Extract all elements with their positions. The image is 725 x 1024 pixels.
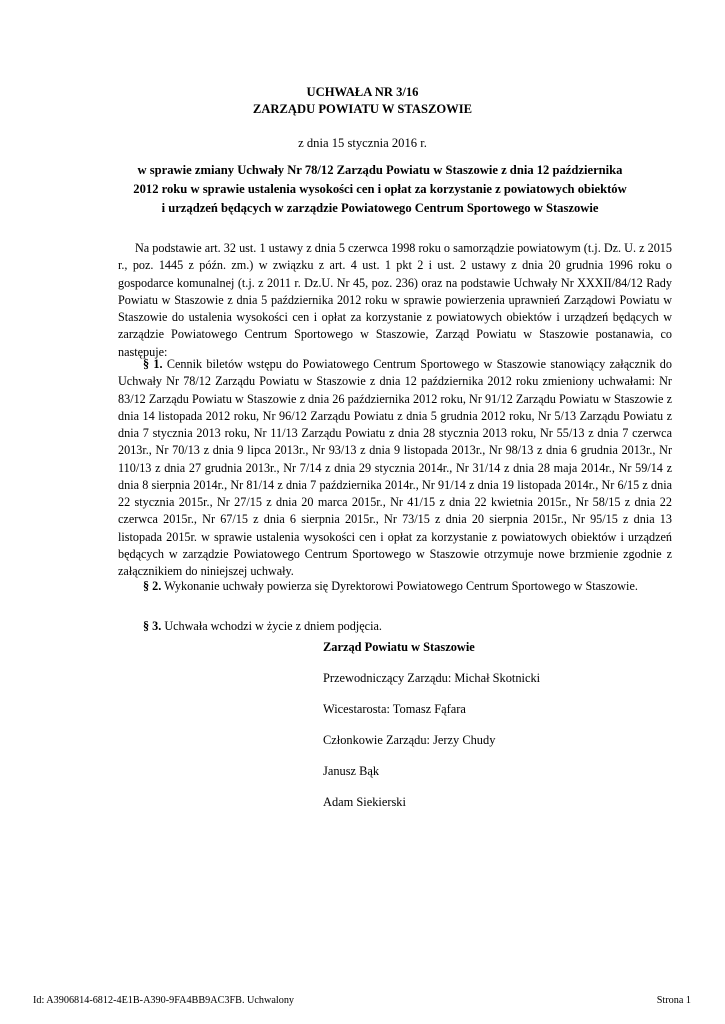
section-1-label: § 1. [143,357,163,371]
signature-chair: Przewodniczący Zarządu: Michał Skotnicki [323,671,541,685]
section-2-paragraph [118,578,672,595]
signature-vice: Wicestarosta: Tomasz Fąfara [323,702,466,716]
signature-board: Zarząd Powiatu w Staszowie [323,640,475,654]
signature-member: Członkowie Zarządu: Jerzy Chudy [323,733,496,747]
section-1-text: Cennik biletów wstępu do Powiatowego Centrum Sportowego w Staszowie stanowiący załącznik do Uchwały Nr 78/12 Zarządu Powiatu w Staszowie z dnia 12 października 2012 roku zmieniony uchwałami: Nr 83/12 Zarządu Powiatu w Staszowie z dnia 26 października 2012 roku, Nr 91/12 Zarządu Powiatu w Staszowie z dnia 14 listopada 2012 roku, Nr 96/12 Zarządu Powiatu z dnia 5 grudnia 2012 roku, Nr 5/13 Zarządu Powiatu z dnia 7 stycznia 2013 roku, Nr 11/13 Zarządu Powiatu z dnia 28 stycznia 2013 roku, Nr 55/13 z dnia 7 czerwca 2013r., Nr 70/13 z dnia 9 lipca 2013r., Nr 93/13 z dnia 9 listopada 2013r., Nr 98/13 z dnia 6 grudnia 2013r., Nr 110/13 z dnia 27 grudnia 2013r., Nr 7/14 z dnia 29 stycznia 2014r., Nr 31/14 z dnia 28 maja 2014r., Nr 59/14 z dnia 8 sierpnia 2014r., Nr 81/14 z dnia 7 października 2014r., Nr 91/14 z dnia 19 listopada 2014r., Nr 6/15 z dnia 22 stycznia 2015r., Nr 27/15 z dnia 20 marca 2015r., Nr 41/15 z dnia 22 kwietnia 2015r., Nr 58/15 z dnia 22 czerwca 2015r., Nr 67/15 z dnia 6 sierpnia 2015r., Nr 73/15 z dnia 20 sierpnia 2015r., Nr 95/15 z dnia 13 listopada 2015r. w sprawie ustalenia wysokości cen i opłat za korzystanie z powiatowych obiektów i urządzeń będących w zarządzie Powiatowego Centrum Sportowego w Staszowie otrzymuje nowe brzmienie zgodnie z załącznikiem do niniejszej uchwały. [118,357,672,578]
resolution-date: z dnia 15 stycznia 2016 r. [298,136,427,150]
section-3-paragraph [118,618,672,635]
subject-line: 2012 roku w sprawie ustalenia wysokości cen i opłat za korzystanie z powiatowych obiektów [133,182,627,196]
issuing-body: ZARZĄDU POWIATU W STASZOWIE [252,102,473,116]
resolution-number: UCHWAŁA NR 3/16 [306,85,419,99]
section-3-text: Uchwała wchodzi w życie z dniem podjęcia. [161,619,382,633]
section-3-label: § 3. [143,619,162,633]
subject-line: w sprawie zmiany Uchwały Nr 78/12 Zarządu Powiatu w Staszowie z dnia 12 października [137,163,623,177]
preamble-paragraph: Na podstawie art. 32 ust. 1 ustawy z dnia 5 czerwca 1998 roku o samorządzie powiatowym (t.j. Dz. U. z 2015 r., poz. 1445 z późn. zm.) w związku z art. 4 ust. 1 pkt 2 i ust. 2 ustawy z dnia 20 grudnia 1996 roku o gospodarce komunalnej (t.j. z 2011 r. Dz.U. Nr 45, poz. 236) oraz na podstawie Uchwały Nr XXXII/84/12 Rady Powiatu w Staszowie z dnia 5 października 2012 roku w sprawie powierzenia uprawnień Zarządowi Powiatu w Staszowie do ustalenia wysokości cen i opłat za korzystanie z powiatowych obiektów i urządzeń będących w zarządzie Powiatowego Centrum Sportowego w Staszowie, Zarząd Powiatu w Staszowie postanawia, co następuje: [118,241,672,359]
subject-line: i urządzeń będących w zarządzie Powiatowego Centrum Sportowego w Staszowie [161,201,599,215]
page-number: Strona 1 [656,995,691,1006]
section-1-paragraph [118,356,672,580]
signature-member: Janusz Bąk [323,764,380,778]
section-2-label: § 2. [143,579,162,593]
section-2-text: Wykonanie uchwały powierza się Dyrektorowi Powiatowego Centrum Sportowego w Staszowie. [161,579,638,593]
document-id-footer: Id: A3906814-6812-4E1B-A390-9FA4BB9AC3FB. Uchwalony [33,995,295,1006]
signature-member: Adam Siekierski [323,795,406,809]
